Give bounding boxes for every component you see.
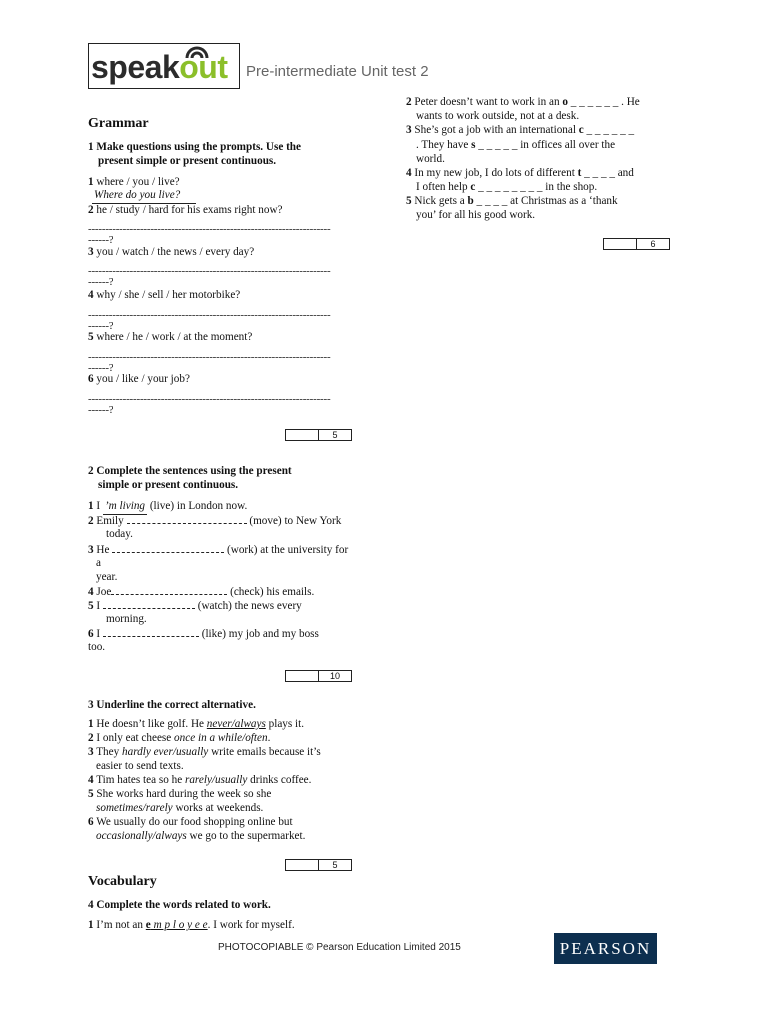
grammar-heading: Grammar — [88, 116, 149, 131]
ex3-item-3-cont: easier to send texts. — [96, 760, 184, 772]
ex1-item-2: 2 he / study / hard for his exams right now? — [88, 204, 283, 216]
score-total: 5 — [332, 430, 338, 440]
ex1-answer-end-2: ------? — [88, 234, 114, 246]
ex2-item-6-cont: too. — [88, 641, 106, 653]
score-total: 5 — [332, 860, 338, 870]
ex3-item-6: 6 We usually do our food shopping online but — [88, 816, 293, 828]
ex2-blank-6[interactable] — [103, 627, 199, 637]
ex4-item-3-cont2: world. — [416, 153, 445, 165]
ex1-answer-end-3: ------? — [88, 276, 114, 288]
score-total: 10 — [329, 671, 340, 681]
logo-wordmark: speakout — [91, 49, 228, 85]
ex1-item-4: 4 why / she / sell / her motorbike? — [88, 289, 241, 301]
ex2-item-4: 4 Joe (check) his emails. — [88, 586, 315, 598]
ex3-instruction: 3 Underline the correct alternative. — [88, 699, 256, 711]
ex2-item-5: 5 I (watch) the news every — [88, 600, 302, 612]
page-subtitle: Pre-intermediate Unit test 2 — [246, 63, 429, 80]
ex2-item-1: 1 I ’m living (live) in London now. — [88, 500, 247, 515]
ex4-item-1: 1 I’m not an e m p l o y e e. I work for myself. — [88, 919, 295, 931]
ex2-blank-3[interactable] — [112, 543, 224, 553]
ex4-instruction: 4 Complete the words related to work. — [88, 899, 271, 911]
ex3-alt-3[interactable]: hardly ever/usually — [122, 746, 209, 758]
score-blank[interactable] — [604, 239, 637, 249]
ex4-item-3: 3 She’s got a job with an international c _ _ _ _ _ _ — [406, 124, 635, 136]
ex4-item-4: 4 In my new job, I do lots of different t _ _ _ _ and — [406, 167, 634, 179]
ex4-item-5-cont: you’ for all his good work. — [416, 209, 536, 221]
ex3-item-1: 1 He doesn’t like golf. He never/always plays it. — [88, 718, 305, 730]
ex3-item-4: 4 Tim hates tea so he rarely/usually drinks coffee. — [88, 774, 312, 786]
score-blank[interactable] — [286, 671, 319, 681]
ex2-item-3-cont-b: year. — [96, 571, 118, 583]
ex2-blank-4[interactable] — [111, 585, 227, 595]
ex1-instruction: 1 Make questions using the prompts. Use the present simple or present continuous. — [88, 141, 301, 167]
ex3-alt-5[interactable]: sometimes/rarely — [96, 802, 173, 814]
ex3-item-6-cont: occasionally/always we go to the supermarket. — [96, 830, 306, 842]
ex3-item-5-cont: sometimes/rarely works at weekends. — [96, 802, 264, 814]
ex2-blank-2[interactable] — [127, 514, 247, 524]
ex4-item-3-cont: . They have s _ _ _ _ _ in offices all over the — [416, 139, 616, 151]
ex2-score-box — [285, 670, 352, 682]
ex4-item-5: 5 Nick gets a b _ _ _ _ at Christmas as a ‘thank — [406, 195, 618, 207]
ex2-item-3-cont-a: a — [96, 557, 101, 569]
ex4-item-2: 2 Peter doesn’t want to work in an o _ _ _ _ _ _ . He — [406, 96, 640, 108]
ex2-item-3: 3 He (work) at the university for — [88, 544, 349, 556]
ex1-item-6: 6 you / like / your job? — [88, 373, 190, 385]
score-blank[interactable] — [286, 860, 319, 870]
ex1-answer-end-6: ------? — [88, 404, 114, 416]
score-total: 6 — [650, 239, 656, 249]
speakout-logo — [88, 43, 240, 89]
ex1-answer-end-4: ------? — [88, 320, 114, 332]
ex2-item-6: 6 I (like) my job and my boss — [88, 628, 319, 640]
ex1-answer-line-3[interactable]: ---------------------------------------------------------------------- — [88, 265, 331, 277]
ex2-instruction: 2 Complete the sentences using the present simple or present continuous. — [88, 465, 292, 491]
ex2-item-2-cont: today. — [106, 528, 133, 540]
ex1-answer-line-4[interactable]: ---------------------------------------------------------------------- — [88, 309, 331, 321]
ex3-alt-6[interactable]: occasionally/always — [96, 830, 187, 842]
pearson-logo: PEARSON — [554, 933, 657, 964]
ex1-score-box — [285, 429, 352, 441]
ex4-score-box — [603, 238, 670, 250]
ex3-alt-4[interactable]: rarely/usually — [184, 774, 248, 786]
ex3-alt-1[interactable]: never/always — [206, 718, 266, 730]
ex2-item-2: 2 Emily (move) to New York — [88, 515, 342, 527]
ex1-item-3: 3 you / watch / the news / every day? — [88, 246, 255, 258]
ex1-answer-line-6[interactable]: ---------------------------------------------------------------------- — [88, 393, 331, 405]
ex4-item-2-cont: wants to work outside, not at a desk. — [416, 110, 580, 122]
ex1-item-1-answer: Where do you live? — [92, 189, 196, 204]
ex3-score-box — [285, 859, 352, 871]
ex1-item-1: 1 where / you / live? — [88, 176, 180, 188]
ex3-item-5: 5 She works hard during the week so she — [88, 788, 272, 800]
ex4-item-4-cont: I often help c _ _ _ _ _ _ _ _ in the shop. — [416, 181, 598, 193]
ex1-answer-end-5: ------? — [88, 362, 114, 374]
ex1-answer-line-5[interactable]: ---------------------------------------------------------------------- — [88, 351, 331, 363]
vocabulary-heading: Vocabulary — [88, 874, 157, 889]
ex1-item-5: 5 where / he / work / at the moment? — [88, 331, 253, 343]
ex2-blank-5[interactable] — [103, 599, 195, 609]
score-blank[interactable] — [286, 430, 319, 440]
footer-copyright: PHOTOCOPIABLE © Pearson Education Limited 2015 — [218, 942, 461, 953]
ex1-answer-line-2[interactable]: ---------------------------------------------------------------------- — [88, 223, 331, 235]
ex3-item-2: 2 I only eat cheese once in a while/often. — [88, 732, 271, 744]
ex3-item-3: 3 They hardly ever/usually write emails because it’s — [88, 746, 321, 758]
ex2-item-5-cont: morning. — [106, 613, 147, 625]
ex3-alt-2[interactable]: once in a while/often — [174, 732, 268, 744]
